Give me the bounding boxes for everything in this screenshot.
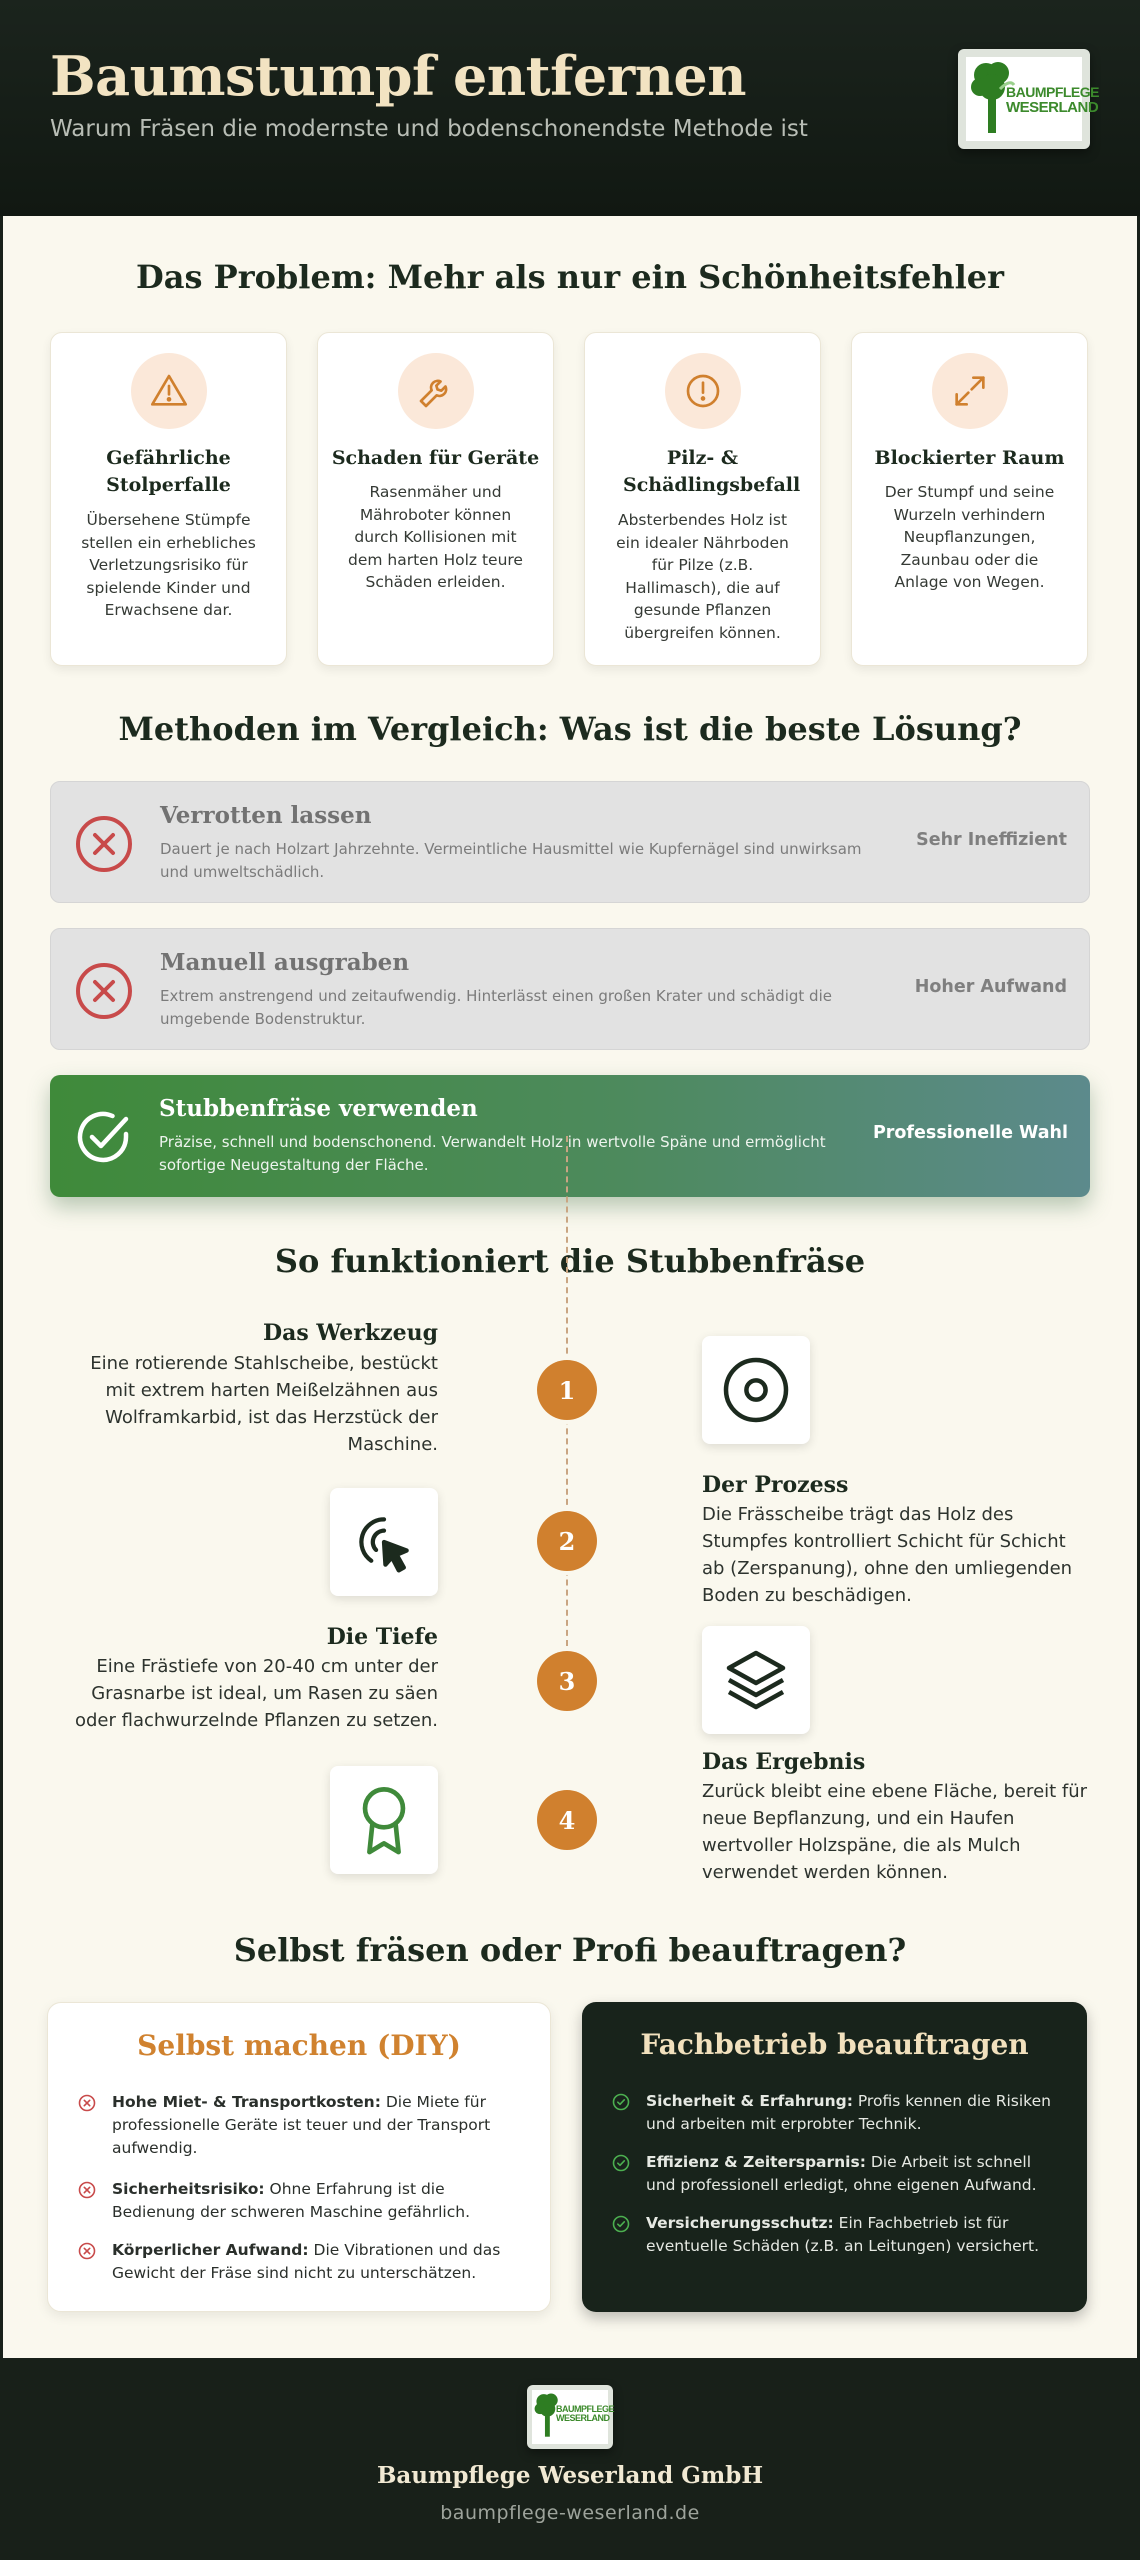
- footer-company: Baumpflege Weserland GmbH: [376, 2462, 764, 2489]
- step-icon-box: [330, 1488, 438, 1596]
- step-number: 3: [537, 1651, 597, 1711]
- x-circle-icon: [75, 962, 133, 1020]
- wrench-icon: [416, 371, 456, 411]
- footer-url[interactable]: baumpflege-weserland.de: [440, 2502, 700, 2524]
- problem-heading: Das Problem: Mehr als nur ein Schönheitsfehler: [136, 258, 1004, 296]
- problem-card: Gefährliche Stolperfalle Übersehene Stümpfe stellen ein erhebliches Verletzungsrisiko für spielende Kinder und Erwachsene dar.: [50, 332, 287, 666]
- target-disc-icon: [720, 1354, 792, 1426]
- method-rating: Hoher Aufwand: [914, 977, 1067, 997]
- diy-title: Selbst machen (DIY): [137, 2029, 461, 2062]
- step-icon-box: [330, 1766, 438, 1874]
- x-circle-icon: [78, 2242, 96, 2260]
- methods-heading: Methoden im Vergleich: Was ist die beste Lösung?: [118, 710, 1022, 748]
- list-item: Effizienz & Zeitersparnis: Die Arbeit ist schnell und professionell erledigt, ohne eigenen Aufwand.: [612, 2151, 1063, 2197]
- check-circle-icon: [612, 2215, 630, 2233]
- company-logo[interactable]: BAUMPFLEGE WESERLAND: [958, 49, 1090, 149]
- method-rating: Professionelle Wahl: [872, 1123, 1068, 1143]
- list-item: Hohe Miet- & Transportkosten: Die Miete für professionelle Geräte ist teuer und der Transport aufwendig.: [78, 2091, 526, 2160]
- method-row-dig: Manuell ausgraben Extrem anstrengend und zeitaufwendig. Hinterlässt einen großen Krater und schädigt die umgebende Bodenstruktur. Hoher Aufwand: [50, 928, 1090, 1050]
- check-circle-icon: [612, 2093, 630, 2111]
- step-title: Das Ergebnis: [702, 1749, 866, 1775]
- method-rating: Sehr Ineffizient: [916, 830, 1067, 850]
- step-title: Das Werkzeug: [263, 1320, 438, 1346]
- step-icon-box: [702, 1336, 810, 1444]
- footer-logo[interactable]: BAUMPFLEGE WESERLAND: [527, 2385, 613, 2449]
- step-text: Eine Frästiefe von 20-40 cm unter der Grasnarbe ist ideal, um Rasen zu säen oder flachwurzelnde Pflanzen zu setzen.: [74, 1656, 438, 1731]
- step-number: 1: [537, 1360, 597, 1420]
- pro-title: Fachbetrieb beauftragen: [640, 2028, 1029, 2061]
- check-circle-icon: [74, 1108, 132, 1166]
- list-item: Versicherungsschutz: Ein Fachbetrieb ist für eventuelle Schäden (z.B. an Leitungen) versichert.: [612, 2212, 1063, 2258]
- page-title: Baumstumpf entfernen: [50, 44, 747, 108]
- step-text: Eine rotierende Stahlscheibe, bestückt mit extrem harten Meißelzähnen aus Wolframkarbid, ist das Herzstück der Maschine.: [90, 1353, 438, 1455]
- list-item: Sicherheit & Erfahrung: Profis kennen die Risiken und arbeiten mit erprobter Technik.: [612, 2090, 1063, 2136]
- step-number: 2: [537, 1511, 597, 1571]
- step-icon-box: [702, 1626, 810, 1734]
- problem-card: Pilz- & Schädlingsbefall Absterbendes Holz ist ein idealer Nährboden für Pilze (z.B. Hallimasch), die auf gesunde Pflanzen übergreifen können.: [584, 332, 821, 666]
- step-title: Die Tiefe: [326, 1624, 438, 1650]
- diy-box: [47, 2002, 551, 2312]
- method-row-rot: Verrotten lassen Dauert je nach Holzart Jahrzehnte. Vermeintliche Hausmittel wie Kupfernägel sind unwirksam und umweltschädlich. Sehr Ineffizient: [50, 781, 1090, 903]
- step-text: Zurück bleibt eine ebene Fläche, bereit für neue Bepflanzung, und ein Haufen wertvoller Holzspäne, die als Mulch verwendet werden können.: [702, 1781, 1088, 1883]
- warning-triangle-icon: [149, 371, 189, 411]
- step-text: Die Frässcheibe trägt das Holz des Stumpfes kontrolliert Schicht für Schicht ab (Zerspanung), ohne den umliegenden Boden zu beschädigen.: [702, 1504, 1073, 1606]
- problem-card: Schaden für Geräte Rasenmäher und Mähroboter können durch Kollisionen mit dem harten Holz teure Schäden erleiden.: [317, 332, 554, 666]
- step-number: 4: [537, 1790, 597, 1850]
- problem-card: Blockierter Raum Der Stumpf und seine Wurzeln verhindern Neupflanzungen, Zaunbau oder die Anlage von Wegen.: [851, 332, 1088, 666]
- award-ribbon-icon: [349, 1782, 419, 1858]
- page-subtitle: Warum Fräsen die modernste und bodenschonendste Methode ist: [50, 116, 808, 142]
- cursor-click-icon: [350, 1508, 418, 1576]
- x-circle-icon: [75, 815, 133, 873]
- pro-box: [582, 2002, 1087, 2312]
- list-item: Körperlicher Aufwand: Die Vibrationen und das Gewicht der Fräse sind nicht zu unterschätzen.: [78, 2239, 526, 2285]
- x-circle-icon: [78, 2181, 96, 2199]
- method-row-grinder: Stubbenfräse verwenden Präzise, schnell und bodenschonend. Verwandelt Holz in wertvolle Späne und ermöglicht sofortige Neugestaltung der Fläche. Professionelle Wahl: [50, 1075, 1090, 1197]
- layers-icon: [720, 1644, 792, 1716]
- compare-heading: Selbst fräsen oder Profi beauftragen?: [233, 1931, 907, 1969]
- x-circle-icon: [78, 2094, 96, 2112]
- process-heading: So funktioniert die Stubbenfräse: [274, 1242, 866, 1280]
- expand-arrows-icon: [950, 371, 990, 411]
- alert-circle-icon: [683, 371, 723, 411]
- step-title: Der Prozess: [702, 1472, 849, 1498]
- check-circle-icon: [612, 2154, 630, 2172]
- list-item: Sicherheitsrisiko: Ohne Erfahrung ist die Bedienung der schweren Maschine gefährlich.: [78, 2178, 526, 2224]
- page-header: [0, 0, 1140, 216]
